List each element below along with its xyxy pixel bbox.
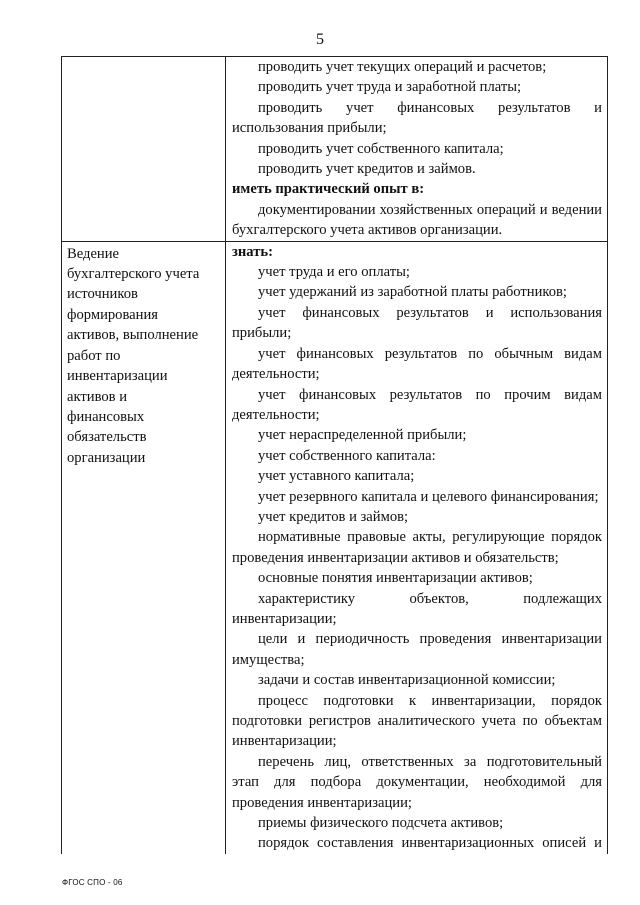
list-item: задачи и состав инвентаризационной комиссии;	[258, 672, 556, 689]
list-item: цели и периодичность проведения инвентаризации имущества;	[232, 631, 602, 668]
list-item: основные понятия инвентаризации активов;	[258, 570, 533, 587]
footer-code: ФГОС СПО - 06	[62, 878, 123, 887]
section-heading: иметь практический опыт в:	[232, 181, 425, 198]
section-title-cell	[62, 241, 226, 854]
list-item: учет кредитов и займов;	[258, 508, 409, 525]
list-item: перечень лиц, ответственных за подготовительный этап для подбора документации, необходимой для проведения инвентаризации;	[232, 753, 602, 811]
section-title-line: активов, выполнение	[67, 327, 199, 344]
list-item: приемы физического подсчета активов;	[258, 815, 504, 832]
page-number: 5	[316, 31, 324, 48]
list-item: нормативные правовые акты, регулирующие порядок проведения инвентаризации активов и обязательств;	[232, 529, 602, 566]
list-item: учет уставного капитала;	[258, 468, 415, 485]
list-item: учет нераспределенной прибыли;	[258, 427, 467, 444]
list-item: учет собственного капитала:	[258, 447, 436, 464]
section-title-line: источников	[67, 286, 138, 303]
section-title-line: работ по	[67, 347, 121, 364]
list-item: проводить учет труда и заработной платы;	[258, 79, 522, 96]
list-item: порядок составления инвентаризационных описей и	[258, 835, 602, 852]
list-item: проводить учет кредитов и займов.	[258, 161, 476, 178]
list-item: учет удержаний из заработной платы работников;	[258, 284, 567, 301]
list-item: учет финансовых результатов и использования прибыли;	[232, 304, 602, 342]
list-item: учет труда и его оплаты;	[258, 264, 410, 281]
section-title-line: Ведение	[67, 245, 120, 262]
list-item: учет финансовых результатов по прочим видам деятельности;	[232, 386, 602, 423]
table-row	[62, 57, 608, 242]
list-item: проводить учет финансовых результатов и использования прибыли;	[232, 99, 602, 137]
knowledge-cell	[226, 241, 608, 854]
section-heading: знать:	[232, 243, 273, 260]
section-title-line: организации	[67, 449, 146, 466]
list-item: процесс подготовки к инвентаризации, порядок подготовки регистров аналитического учета по объектам инвентаризации;	[232, 692, 602, 750]
section-title-line: активов и	[67, 388, 127, 405]
table-row	[62, 241, 608, 854]
list-item: проводить учет собственного капитала;	[258, 140, 504, 157]
section-title-line: финансовых	[67, 408, 145, 425]
list-item: учет резервного капитала и целевого финансирования;	[258, 488, 599, 505]
competency-table	[61, 56, 608, 854]
requirements-cell	[226, 57, 608, 242]
section-cell-empty	[62, 57, 226, 242]
section-title-line: обязательств	[67, 429, 147, 446]
list-item: учет финансовых результатов по обычным видам деятельности;	[232, 345, 602, 383]
list-item: характеристику объектов, подлежащих инвентаризации;	[232, 590, 602, 627]
list-item: проводить учет текущих операций и расчетов;	[258, 59, 547, 75]
section-title-line: инвентаризации	[67, 368, 168, 385]
section-title-line: бухгалтерского учета	[67, 266, 200, 283]
list-item: документировании хозяйственных операций и ведении бухгалтерского учета активов организации.	[232, 201, 602, 239]
section-title-line: формирования	[67, 306, 158, 323]
